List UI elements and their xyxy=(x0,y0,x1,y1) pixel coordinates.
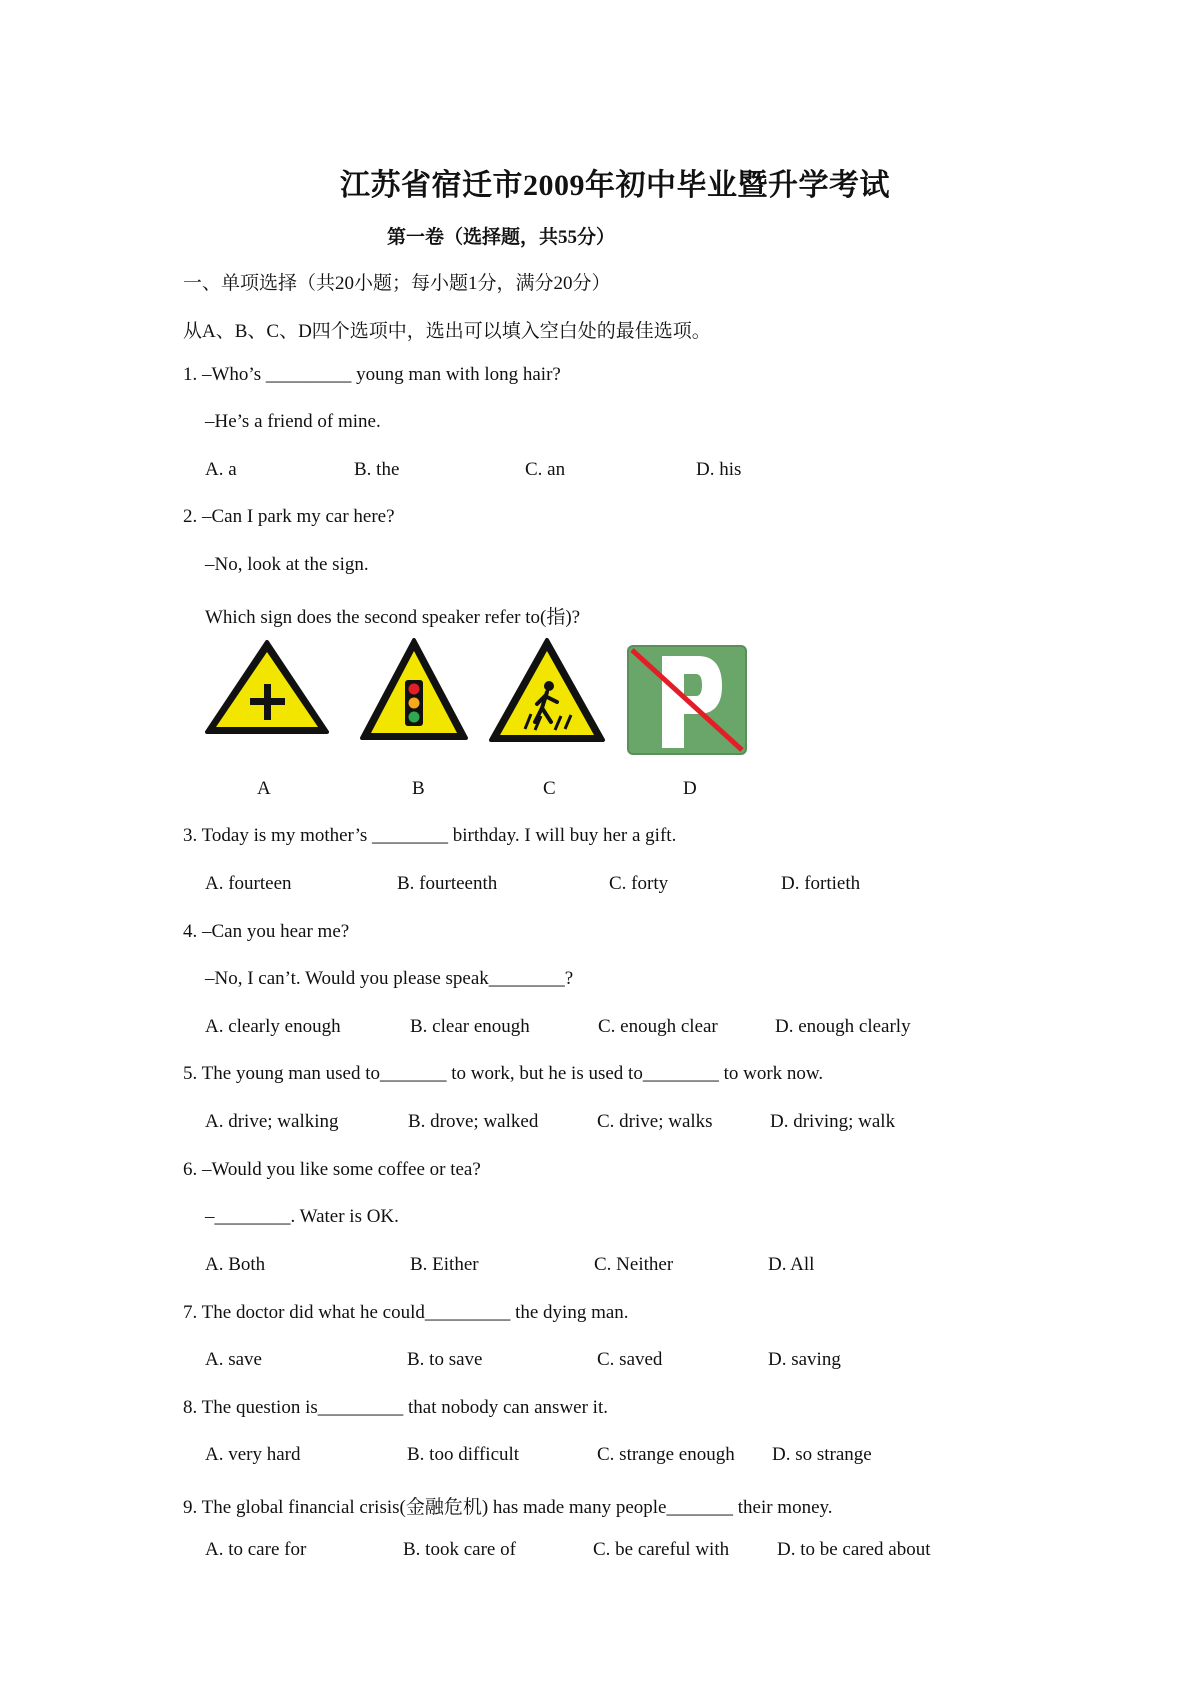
question-8-option-c[interactable]: C. strange enough xyxy=(597,1444,735,1465)
question-6-option-a[interactable]: A. Both xyxy=(205,1254,266,1275)
question-1-stem: 1. –Who’s _________ young man with long hair? xyxy=(183,364,561,385)
question-5-option-b[interactable]: B. drove; walked xyxy=(408,1111,539,1132)
question-9-stem: 9. The global financial crisis(金融危机) has made many people_______ their money. xyxy=(183,1497,833,1518)
traffic-light-sign-icon xyxy=(358,636,470,744)
question-5-option-d[interactable]: D. driving; walk xyxy=(770,1111,896,1132)
question-7-option-c[interactable]: C. saved xyxy=(597,1349,663,1370)
question-3-option-b[interactable]: B. fourteenth xyxy=(397,873,498,894)
question-5-option-a[interactable]: A. drive; walking xyxy=(205,1111,339,1132)
question-1-option-d[interactable]: D. his xyxy=(696,459,742,480)
question-4-option-a[interactable]: A. clearly enough xyxy=(205,1016,341,1037)
sign-label-d[interactable]: D xyxy=(683,778,697,799)
question-4-option-c[interactable]: C. enough clear xyxy=(598,1016,718,1037)
question-1-option-a[interactable]: A. a xyxy=(205,459,237,480)
question-3-option-d[interactable]: D. fortieth xyxy=(781,873,861,894)
volume-heading: 第一卷（选择题，共55分） xyxy=(387,227,616,248)
section-heading: 一、单项选择（共20小题；每小题1分，满分20分） xyxy=(183,273,611,294)
question-5-stem: 5. The young man used to_______ to work, but he is used to________ to work now. xyxy=(183,1063,824,1084)
question-3-stem: 3. Today is my mother’s ________ birthday. I will buy her a gift. xyxy=(183,825,677,846)
question-4-option-d[interactable]: D. enough clearly xyxy=(775,1016,911,1037)
pedestrian-crossing-sign-icon xyxy=(487,636,607,746)
question-5-option-c[interactable]: C. drive; walks xyxy=(597,1111,713,1132)
question-8-option-a[interactable]: A. very hard xyxy=(205,1444,301,1465)
instruction-text: 从A、B、C、D四个选项中，选出可以填入空白处的最佳选项。 xyxy=(183,321,711,342)
exam-title: 江苏省宿迁市2009年初中毕业暨升学考试 xyxy=(340,169,890,202)
question-9-option-a[interactable]: A. to care for xyxy=(205,1539,307,1560)
question-2-stem: 2. –Can I park my car here? xyxy=(183,506,395,527)
sign-label-a[interactable]: A xyxy=(257,778,271,799)
question-6-reply: –________. Water is OK. xyxy=(205,1206,399,1227)
question-8-option-d[interactable]: D. so strange xyxy=(772,1444,872,1465)
question-4-option-b[interactable]: B. clear enough xyxy=(410,1016,530,1037)
question-1-reply: –He’s a friend of mine. xyxy=(205,411,381,432)
question-4-reply: –No, I can’t. Would you please speak________? xyxy=(205,968,574,989)
question-6-option-b[interactable]: B. Either xyxy=(410,1254,479,1275)
hospital-cross-sign-icon xyxy=(203,638,331,736)
question-7-option-d[interactable]: D. saving xyxy=(768,1349,841,1370)
question-8-stem: 8. The question is_________ that nobody can answer it. xyxy=(183,1397,608,1418)
question-9-option-d[interactable]: D. to be cared about xyxy=(777,1539,931,1560)
question-6-stem: 6. –Would you like some coffee or tea? xyxy=(183,1159,481,1180)
question-9-option-b[interactable]: B. took care of xyxy=(403,1539,516,1560)
question-3-option-c[interactable]: C. forty xyxy=(609,873,669,894)
question-4-stem: 4. –Can you hear me? xyxy=(183,921,350,942)
sign-label-b[interactable]: B xyxy=(412,778,425,799)
question-1-option-c[interactable]: C. an xyxy=(525,459,566,480)
no-parking-sign-icon xyxy=(626,644,748,756)
question-7-option-a[interactable]: A. save xyxy=(205,1349,262,1370)
question-6-option-c[interactable]: C. Neither xyxy=(594,1254,674,1275)
question-8-option-b[interactable]: B. too difficult xyxy=(407,1444,520,1465)
question-6-option-d[interactable]: D. All xyxy=(768,1254,815,1275)
question-2-prompt: Which sign does the second speaker refer to(指)? xyxy=(205,607,581,628)
question-7-stem: 7. The doctor did what he could_________ the dying man. xyxy=(183,1302,629,1323)
question-3-option-a[interactable]: A. fourteen xyxy=(205,873,292,894)
question-1-option-b[interactable]: B. the xyxy=(354,459,400,480)
sign-label-c[interactable]: C xyxy=(543,778,556,799)
question-7-option-b[interactable]: B. to save xyxy=(407,1349,483,1370)
question-2-reply: –No, look at the sign. xyxy=(205,554,369,575)
question-9-option-c[interactable]: C. be careful with xyxy=(593,1539,730,1560)
